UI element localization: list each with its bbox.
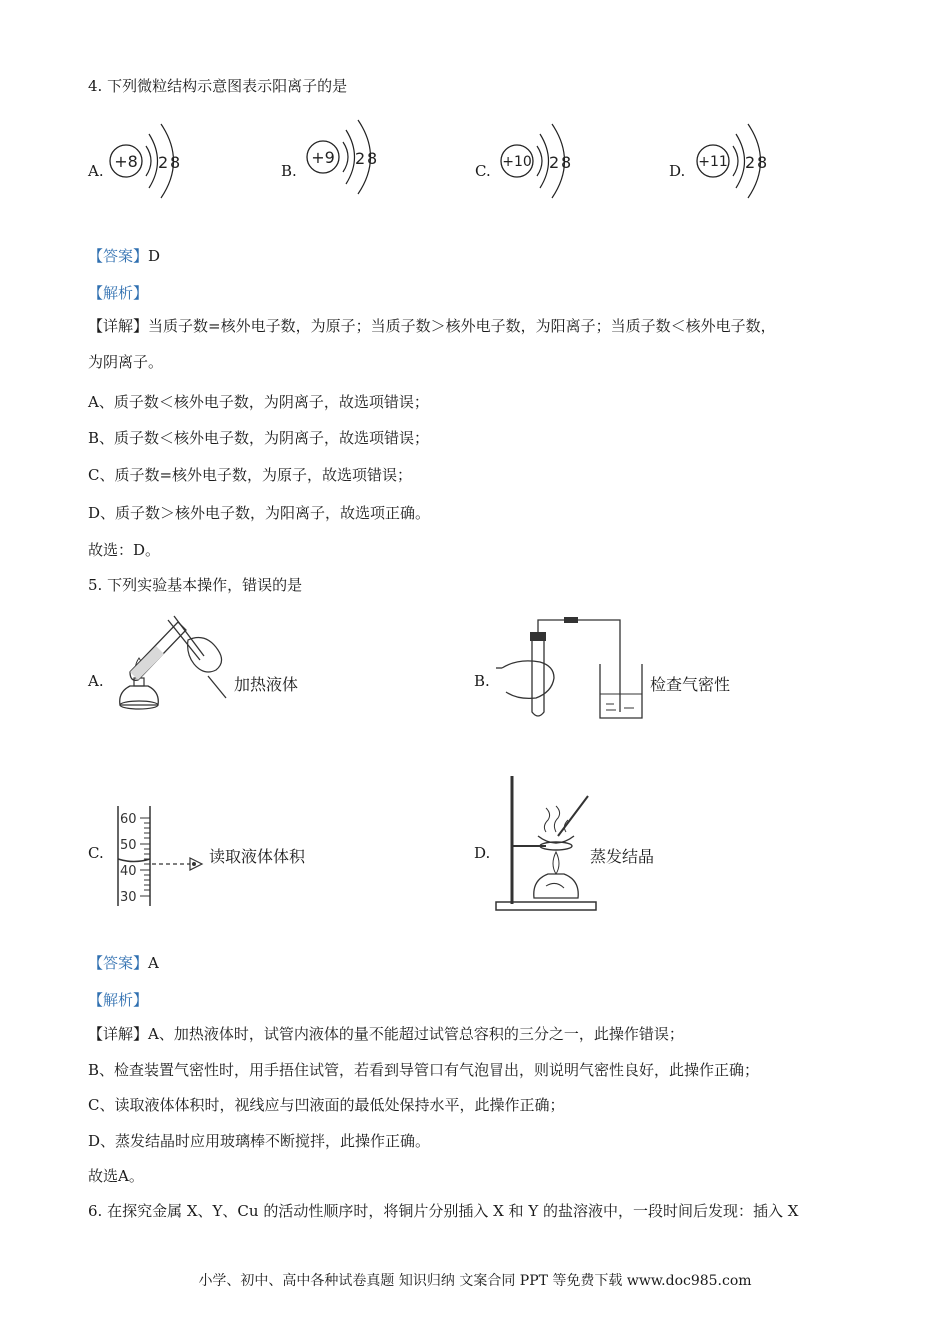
answer-tag: 【答案】	[88, 954, 149, 972]
page-footer: 小学、初中、高中各种试卷真题 知识归纳 文案合同 PPT 等免费下载 www.doc985.com	[198, 1273, 752, 1289]
airtightness-check-illustration	[496, 612, 646, 724]
q5-option-d-label: D.	[474, 844, 491, 862]
heating-liquid-illustration	[108, 610, 233, 725]
q5-option-b-caption: 检查气密性	[650, 675, 731, 694]
q4-line-b: B、质子数＜核外电子数，为阴离子，故选项错误；	[88, 429, 430, 447]
q4-d-shell-2: 8	[757, 153, 768, 172]
q4-c-shell-2: 8	[561, 153, 572, 172]
q4-analysis-tag: 【解析】	[88, 284, 149, 302]
tick-30: 30	[120, 890, 137, 905]
q5-line-c: C、读取液体体积时，视线应与凹液面的最低处保持水平，此操作正确；	[88, 1096, 565, 1114]
q5-conclusion: 故选A。	[88, 1167, 144, 1185]
q5-option-a-caption: 加热液体	[234, 675, 299, 694]
q4-line-a: A、质子数＜核外电子数，为阴离子，故选项错误；	[88, 393, 429, 411]
detail-tag: 【详解】	[88, 1025, 149, 1043]
q4-answer: D	[148, 247, 161, 265]
answer-tag: 【答案】	[88, 247, 149, 265]
q4-b-shell-1: 2	[355, 149, 366, 168]
q4-a-shell-1: 2	[158, 153, 169, 172]
q4-b-nucleus: +9	[311, 148, 335, 167]
q4-a-nucleus: +8	[114, 152, 138, 171]
q4-option-c-atom-diagram	[497, 118, 577, 202]
tick-60: 60	[120, 812, 137, 827]
q4-line-d: D、质子数＞核外电子数，为阳离子，故选项正确。	[88, 504, 431, 522]
q5-option-d-caption: 蒸发结晶	[590, 847, 655, 866]
q4-d-shell-1: 2	[745, 153, 756, 172]
q4-option-d-atom-diagram	[693, 118, 773, 202]
q5-option-b-label: B.	[474, 672, 490, 690]
q5-option-c-caption: 读取液体体积	[209, 847, 306, 866]
evaporation-illustration	[494, 774, 598, 914]
q5-line-d: D、蒸发结晶时应用玻璃棒不断搅拌，此操作正确。	[88, 1132, 431, 1150]
q5-line-b: B、检查装置气密性时，用手捂住试管，若看到导管口有气泡冒出，则说明气密性良好，此操作正确；	[88, 1061, 760, 1079]
measuring-cylinder-illustration	[110, 804, 210, 908]
q4-option-d-label: D.	[669, 162, 686, 180]
q5-detail-text: A、加热液体时，试管内液体的量不能超过试管总容积的三分之一，此操作错误；	[148, 1025, 684, 1043]
q4-a-shell-2: 8	[170, 153, 181, 172]
q4-option-b-label: B.	[281, 162, 297, 180]
q4-option-c-label: C.	[475, 162, 491, 180]
q5-answer-line	[88, 953, 159, 973]
q5-answer: A	[148, 954, 159, 972]
detail-tag: 【详解】	[88, 317, 149, 335]
q5-option-a-label: A.	[88, 672, 104, 690]
q4-detail-line2: 为阴离子。	[88, 353, 164, 371]
q5-detail-line1	[88, 1024, 684, 1044]
q4-conclusion: 故选：D。	[88, 541, 161, 559]
q5-stem: 5. 下列实验基本操作，错误的是	[88, 576, 303, 594]
q4-option-a-label: A.	[88, 162, 104, 180]
q4-c-nucleus: +10	[502, 154, 532, 170]
q4-detail-text: 当质子数=核外电子数，为原子；当质子数＞核外电子数，为阳离子；当质子数＜核外电子数，	[148, 317, 776, 335]
q4-c-shell-1: 2	[549, 153, 560, 172]
q4-answer-line	[88, 246, 160, 266]
q4-d-nucleus: +11	[698, 154, 728, 170]
tick-40: 40	[120, 864, 137, 879]
q5-option-c-label: C.	[88, 844, 104, 862]
tick-50: 50	[120, 838, 137, 853]
q4-option-b-atom-diagram	[303, 114, 383, 198]
q4-option-a-atom-diagram	[106, 118, 186, 202]
q4-detail-line1	[88, 316, 776, 336]
q6-stem: 6. 在探究金属 X、Y、Cu 的活动性顺序时，将铜片分别插入 X 和 Y 的盐溶液中，一段时间后发现：插入 X	[88, 1202, 799, 1220]
q4-stem: 4. 下列微粒结构示意图表示阳离子的是	[88, 77, 348, 95]
q5-analysis-tag: 【解析】	[88, 991, 149, 1009]
q4-b-shell-2: 8	[367, 149, 378, 168]
q4-line-c: C、质子数=核外电子数，为原子，故选项错误；	[88, 466, 413, 484]
